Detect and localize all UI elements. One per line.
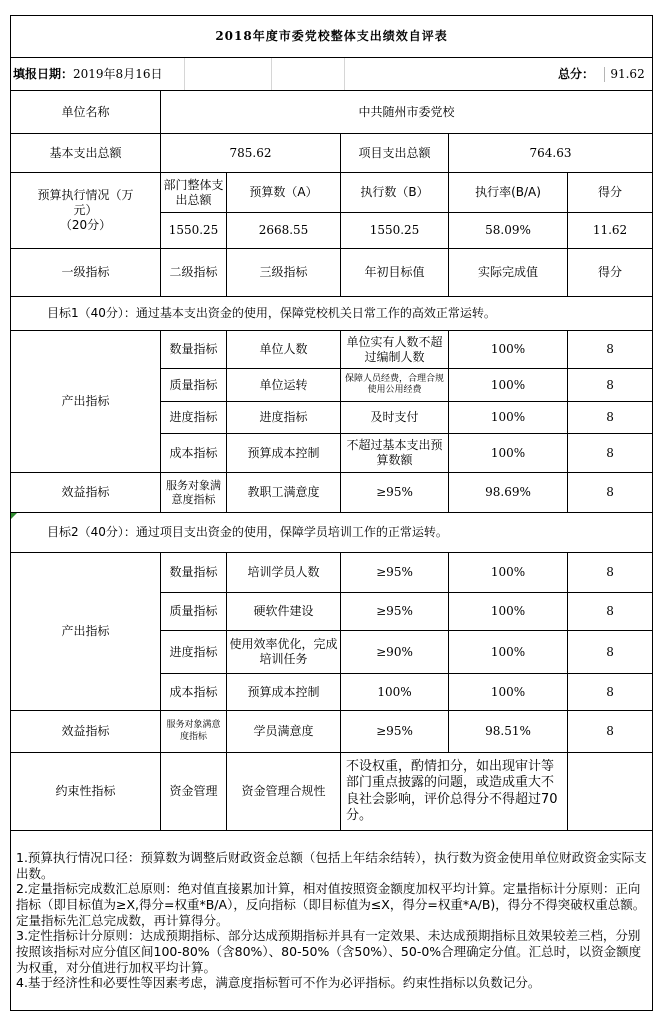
exec-b-value: 1550.25 xyxy=(341,213,449,249)
goal1-row4-actual: 100% xyxy=(449,434,568,473)
footnotes xyxy=(11,831,653,1011)
goal1-banner: 目标1（40分）：通过基本支出资金的使用，保障党校机关日常工作的高效正常运转。 xyxy=(11,297,653,331)
footnote-4: 4.基于经济性和必要性等因素考虑，满意度指标暂可不作为必评指标。约束性指标以负数记分。 xyxy=(16,975,541,991)
goal1-row4-level2: 成本指标 xyxy=(161,434,227,473)
goal1-row2-level3: 单位运转 xyxy=(227,369,341,402)
unit-name-value: 中共随州市委党校 xyxy=(161,91,653,134)
footnote-2: 2.定量指标完成数汇总原则：绝对值直接累加计算，相对值按照资金额度加权平均计算。定量指标计分原则：正向指标（即目标值为≥X,得分=权重*B/A），反向指标（即目标值为≤X，得分=权重*A/B)，得分不得突破权重总额。定量指标先汇总完成数，再计算得分。 xyxy=(16,881,646,928)
goal1-row1-target: 单位实有人数不超过编制人数 xyxy=(341,331,449,369)
goal1-benefit-target: ≥95% xyxy=(341,473,449,513)
goal2-banner-text: 目标2（40分）：通过项目支出资金的使用，保障学员培训工作的正常运转。 xyxy=(47,525,448,539)
goal1-row2-actual: 100% xyxy=(449,369,568,402)
goal2-row3-level2: 进度指标 xyxy=(161,631,227,674)
report-date-label: 填报日期： xyxy=(13,66,74,81)
date-row xyxy=(11,58,653,91)
self-evaluation-table xyxy=(10,15,653,1011)
unit-name-label: 单位名称 xyxy=(11,91,161,134)
budget-execution-label-line3: （20分） xyxy=(59,218,112,232)
exec-score-value: 11.62 xyxy=(568,213,653,249)
goal2-row1-level2: 数量指标 xyxy=(161,553,227,593)
goal2-row1-score: 8 xyxy=(568,553,653,593)
goal2-row3-actual: 100% xyxy=(449,631,568,674)
project-expense-label: 项目支出总额 xyxy=(341,134,449,173)
goal1-output-label: 产出指标 xyxy=(11,331,161,473)
faint-grid-line xyxy=(184,58,185,90)
exec-rate-value: 58.09% xyxy=(449,213,568,249)
goal1-row1-level3: 单位人数 xyxy=(227,331,341,369)
dept-total-value: 1550.25 xyxy=(161,213,227,249)
goal2-row2-actual: 100% xyxy=(449,593,568,631)
basic-expense-label: 基本支出总额 xyxy=(11,134,161,173)
col-dept-total-label: 部门整体支出总额 xyxy=(161,173,227,213)
goal1-row2-level2: 质量指标 xyxy=(161,369,227,402)
goal2-row2-level3: 硬软件建设 xyxy=(227,593,341,631)
footnote-1: 1.预算执行情况口径：预算数为调整后财政资金总额（包括上年结余结转），执行数为资金使用单位财政资金实际支出数。 xyxy=(16,850,647,881)
goal1-row2-target: 保障人员经费，合理合规使用公用经费 xyxy=(341,369,449,402)
goal1-row4-level3: 预算成本控制 xyxy=(227,434,341,473)
basic-expense-value: 785.62 xyxy=(161,134,341,173)
goal2-benefit-target: ≥95% xyxy=(341,711,449,753)
col-exec-b-label: 执行数（B） xyxy=(341,173,449,213)
faint-grid-line xyxy=(344,58,345,90)
constraint-score xyxy=(568,753,653,831)
header-actual: 实际完成值 xyxy=(449,249,568,297)
goal2-row1-level3: 培训学员人数 xyxy=(227,553,341,593)
goal1-row3-score: 8 xyxy=(568,402,653,434)
goal1-row3-target: 及时支付 xyxy=(341,402,449,434)
footnote-3: 3.定性指标计分原则：达成预期指标、部分达成预期指标并具有一定效果、未达成预期指标且效果较差三档，分别按照该指标对应分值区间100-80%（含80%）、80-50%（含50%）、50-0%合理确定分值。汇总时，以资金额度为权重，对分值进行加权平均计算。 xyxy=(16,928,642,975)
goal2-row2-level2: 质量指标 xyxy=(161,593,227,631)
cell-flag-triangle xyxy=(11,513,17,519)
goal2-benefit-label: 效益指标 xyxy=(11,711,161,753)
budget-a-value: 2668.55 xyxy=(227,213,341,249)
goal1-row4-score: 8 xyxy=(568,434,653,473)
col-budget-a-label: 预算数（A） xyxy=(227,173,341,213)
goal1-row3-level3: 进度指标 xyxy=(227,402,341,434)
report-date-value: 2019年8月16日 xyxy=(73,66,163,81)
goal2-row3-level3: 使用效率优化，完成培训任务 xyxy=(227,631,341,674)
project-expense-value: 764.63 xyxy=(449,134,653,173)
faint-grid-line xyxy=(271,58,272,90)
goal2-benefit-score: 8 xyxy=(568,711,653,753)
goal1-row2-score: 8 xyxy=(568,369,653,402)
goal2-row1-actual: 100% xyxy=(449,553,568,593)
goal2-benefit-level2: 服务对象满意度指标 xyxy=(161,711,227,753)
header-level2: 二级指标 xyxy=(161,249,227,297)
goal2-row4-score: 8 xyxy=(568,674,653,711)
goal2-row4-level2: 成本指标 xyxy=(161,674,227,711)
goal2-row2-target: ≥95% xyxy=(341,593,449,631)
goal2-row3-target: ≥90% xyxy=(341,631,449,674)
budget-execution-label-line2: 元） xyxy=(73,203,98,217)
goal2-benefit-actual: 98.51% xyxy=(449,711,568,753)
constraint-level1: 约束性指标 xyxy=(11,753,161,831)
total-score-value: 91.62 xyxy=(604,67,650,82)
goal2-row4-level3: 预算成本控制 xyxy=(227,674,341,711)
goal1-benefit-level3: 教职工满意度 xyxy=(227,473,341,513)
constraint-level2: 资金管理 xyxy=(161,753,227,831)
goal1-row3-actual: 100% xyxy=(449,402,568,434)
constraint-description: 不设权重，酌情扣分，如出现审计等部门重点披露的问题，或造成重大不良社会影响，评价总得分不得超过70分。 xyxy=(341,753,568,831)
goal1-benefit-level2: 服务对象满意度指标 xyxy=(161,473,227,513)
report-date xyxy=(13,67,162,82)
goal2-banner xyxy=(11,513,653,553)
goal1-row3-level2: 进度指标 xyxy=(161,402,227,434)
page-title: 2018年度市委党校整体支出绩效自评表 xyxy=(11,16,653,58)
goal2-row2-score: 8 xyxy=(568,593,653,631)
goal2-row4-actual: 100% xyxy=(449,674,568,711)
header-level3: 三级指标 xyxy=(227,249,341,297)
goal1-benefit-score: 8 xyxy=(568,473,653,513)
header-level1: 一级指标 xyxy=(11,249,161,297)
header-target: 年初目标值 xyxy=(341,249,449,297)
col-rate-label: 执行率(B/A) xyxy=(449,173,568,213)
budget-execution-label-line1: 预算执行情况（万 xyxy=(37,188,134,202)
goal2-benefit-level3: 学员满意度 xyxy=(227,711,341,753)
goal2-row1-target: ≥95% xyxy=(341,553,449,593)
goal2-output-label: 产出指标 xyxy=(11,553,161,711)
goal2-row4-target: 100% xyxy=(341,674,449,711)
col-score-label: 得分 xyxy=(568,173,653,213)
budget-execution-label xyxy=(11,173,161,249)
goal1-row1-level2: 数量指标 xyxy=(161,331,227,369)
goal1-row1-actual: 100% xyxy=(449,331,568,369)
goal1-benefit-label: 效益指标 xyxy=(11,473,161,513)
goal1-benefit-actual: 98.69% xyxy=(449,473,568,513)
header-score: 得分 xyxy=(568,249,653,297)
total-score-label: 总分： xyxy=(558,66,595,81)
goal2-row3-score: 8 xyxy=(568,631,653,674)
goal1-row4-target: 不超过基本支出预算数额 xyxy=(341,434,449,473)
constraint-level3: 资金管理合规性 xyxy=(227,753,341,831)
goal1-row1-score: 8 xyxy=(568,331,653,369)
